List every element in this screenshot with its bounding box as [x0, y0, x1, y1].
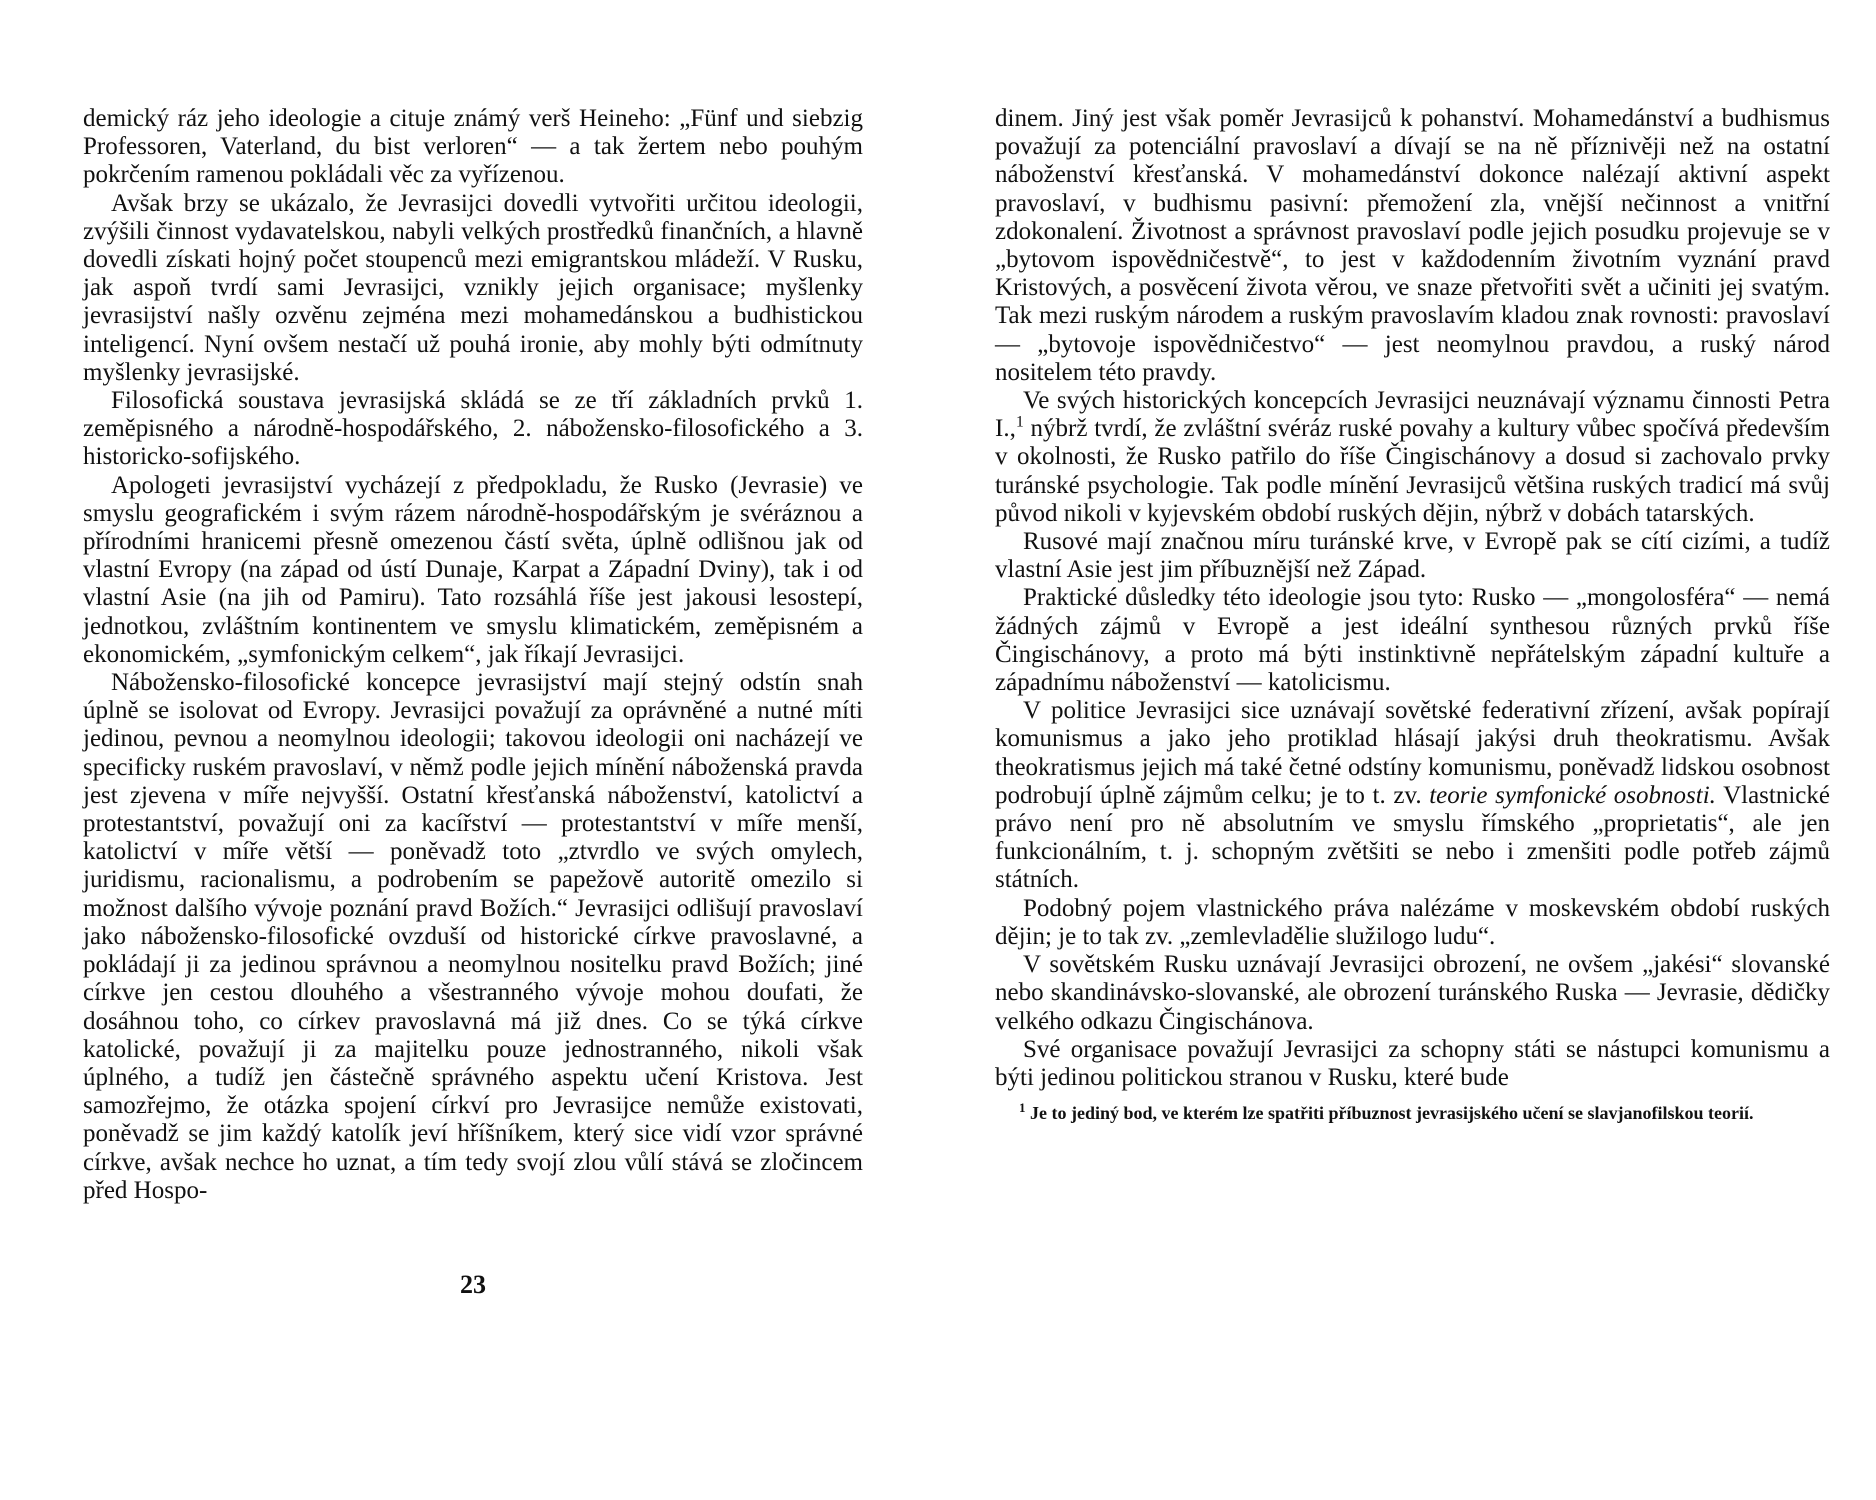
paragraph: Své organisace považují Jevrasijci za schopny státi se nástupci komunismu a býti jedinou politickou stranou v Rusku, které bude: [995, 1035, 1830, 1091]
paragraph: V sovětském Rusku uznávají Jevrasijci obrození, ne ovšem „jakési“ slovanské nebo skandinávsko-slovanské, ale obrození turánského Ruska — Jevrasie, dědičky velkého odkazu Čingischánova.: [995, 951, 1830, 1035]
footnote-text: Je to jediný bod, ve kterém lze spatřiti příbuznost jevrasijského učení se slavjanofilskou teorií.: [1025, 1103, 1754, 1124]
paragraph: Avšak brzy se ukázalo, že Jevrasijci dovedli vytvořiti určitou ideologii, zvýšili činnost vydavatelskou, nabyli velkých prostředků finančních, a hlavně dovedli získati hojný počet stoupenců mezi emigrantskou mládeží. V Rusku, jak aspoň tvrdí sami Jevrasijci, vznikly jejich organisace; myšlenky jevrasijství našly ozvěnu zejména mezi mohamedánskou a budhistickou inteligencí. Nyní ovšem nestačí už pouhá ironie, aby mohly býti odmítnuty myšlenky jevrasijské.: [83, 189, 863, 386]
paragraph: demický ráz jeho ideologie a cituje známý verš Heineho: „Fünf und siebzig Professoren, Vaterland, du bist verloren“ — a tak žertem nebo pouhým pokrčením ramenou pokládali věc za vyřízenou.: [83, 105, 863, 189]
paragraph: [995, 387, 1830, 528]
paragraph-text: nýbrž tvrdí, že zvláštní svéráz ruské povahy a kultury vůbec spočívá především v okolnosti, že Rusko patřilo do říše Čingischánovy a dosud si zachovalo prvky turánské psychologie. Tak podle mínění Jevrasijců většina ruských tradicí má svůj původ nikoli v kyjevském období ruských dějin, nýbrž v dobách tatarských.: [995, 415, 1830, 527]
footnote-mark: 1: [1019, 1100, 1026, 1116]
footnote: [995, 1102, 1830, 1124]
paragraph: dinem. Jiný jest však poměr Jevrasijců k pohanství. Mohamedánství a budhismus považují za potenciální pravoslaví a dívají se na ně příznivěji než na ostatní náboženství křesťanská. V mohamedánství dokonce nalézají aktivní aspekt pravoslaví, v budhismu pasivní: přemožení zla, vnější nečinnost a vnitřní zdokonalení. Životnost a správnost pravoslaví podle jejich posudku projevuje se v „bytovom ispovědničestvě“, to jest v každodenním životním vyznání pravd Kristových, a posvěcení života věrou, ve snaze přetvořiti svět a učiniti jej svatým. Tak mezi ruským národem a ruským pravoslavím kladou znak rovnosti: pravoslaví — „bytovoje ispovědničestvo“ — jest neomylnou pravdou, a ruský národ nositelem této pravdy.: [995, 105, 1830, 386]
paragraph: Podobný pojem vlastnického práva nalézáme v moskevském období ruských dějin; je to tak zv. „zemlevladělie služilogo ludu“.: [995, 894, 1830, 950]
paragraph: Filosofická soustava jevrasijská skládá se ze tří základních prvků 1. zeměpisného a národně-hospodářského, 2. nábožensko-filosofického a 3. historicko-sofijského.: [83, 387, 863, 471]
footnote-reference: 1: [1015, 413, 1024, 431]
emphasized-term: teorie symfonické osobnosti.: [1429, 781, 1716, 809]
paragraph-text: Ve svých historických koncepcích Jevrasijci neuznávají významu činnosti Petra I.,: [995, 387, 1830, 443]
paragraph: [995, 697, 1830, 894]
paragraph-text: Vlastnické právo není pro ně absolutním ve smyslu římského „proprietatis“, ale jen funkcionálním, t. j. schopným zvětšiti se nebo i zmenšiti podle potřeb zájmů státních.: [995, 781, 1830, 894]
paragraph-text: V politice Jevrasijci sice uznávají sovětské federativní zřízení, avšak popírají komunismus a jako jeho protiklad hlásají jakýsi druh theokratismu. Avšak theokratismus jejich má také četné odstíny komunismu, poněvadž lidskou osobnost podrobují úplně zájmům celku; je to t. zv.: [995, 697, 1830, 809]
paragraph: Nábožensko-filosofické koncepce jevrasijství mají stejný odstín snah úplně se isolovat od Evropy. Jevrasijci považují za oprávněné a nutné míti jedinou, pevnou a neomylnou ideologii; takovou ideologii oni nacházejí ve specificky ruském pravoslaví, v němž podle jejich mínění náboženská pravda jest zjevena v míře nejvyšší. Ostatní křesťanská náboženství, katolictví a protestantství, považují oni za kacířství — protestantství v míře menší, katolictví v míře větší — poněvadž toto „ztvrdlo ve svých omylech, juridismu, racionalismu, a podrobením se papežově autoritě omezilo si možnost dalšího vývoje poznání pravd Božích.“ Jevrasijci odlišují pravoslaví jako nábožensko-filosofické ovzduší od historické církve pravoslavné, a pokládají ji za jedinou správnou a neomylnou nositelku pravd Božích; jiné církve jen cestou dlouhého a všestranného vývoje mohou doufati, že dosáhnou toho, co církev pravoslavná má již dnes. Co se týká církve katolické, považují ji za majitelku pouze jednostranného, nikoli však úplného, a tudíž jen částečně správného aspektu učení Kristova. Jest samozřejmo, že otázka spojení církví pro Jevrasijce nemůže existovati, poněvadž se jim každý katolík jeví hříšníkem, který sice vidí vzor správné církve, avšak nechce ho uznat, a tím tedy svojí zlou vůlí stává se zločincem před Hospo-: [83, 669, 863, 1204]
page-number: 23: [460, 1270, 486, 1299]
left-page: [83, 105, 863, 1205]
right-page: [995, 105, 1830, 1124]
paragraph: Praktické důsledky této ideologie jsou tyto: Rusko — „mongolosféra“ — nemá žádných zájmů v Evropě a jest ideální synthesou různých prvků říše Čingischánovy, a proto má býti instinktivně nepřátelským západní kultuře a západnímu náboženství — katolicismu.: [995, 584, 1830, 697]
paragraph: Apologeti jevrasijství vycházejí z předpokladu, že Rusko (Jevrasie) ve smyslu geografickém i svým rázem národně-hospodářským je svéráznou a přírodními hranicemi přesně omezenou částí světa, úplně odlišnou jak od vlastní Evropy (na západ od ústí Dunaje, Karpat a Západní Dviny), tak i od vlastní Asie (na jih od Pamiru). Tato rozsáhlá říše jest jakousi lesostepí, jednotkou, zvláštním kontinentem ve smyslu klimatickém, zeměpisném a ekonomickém, „symfonickým celkem“, jak říkají Jevrasijci.: [83, 471, 863, 668]
paragraph: Rusové mají značnou míru turánské krve, v Evropě pak se cítí cizími, a tudíž vlastní Asie jest jim příbuznější než Západ.: [995, 528, 1830, 584]
